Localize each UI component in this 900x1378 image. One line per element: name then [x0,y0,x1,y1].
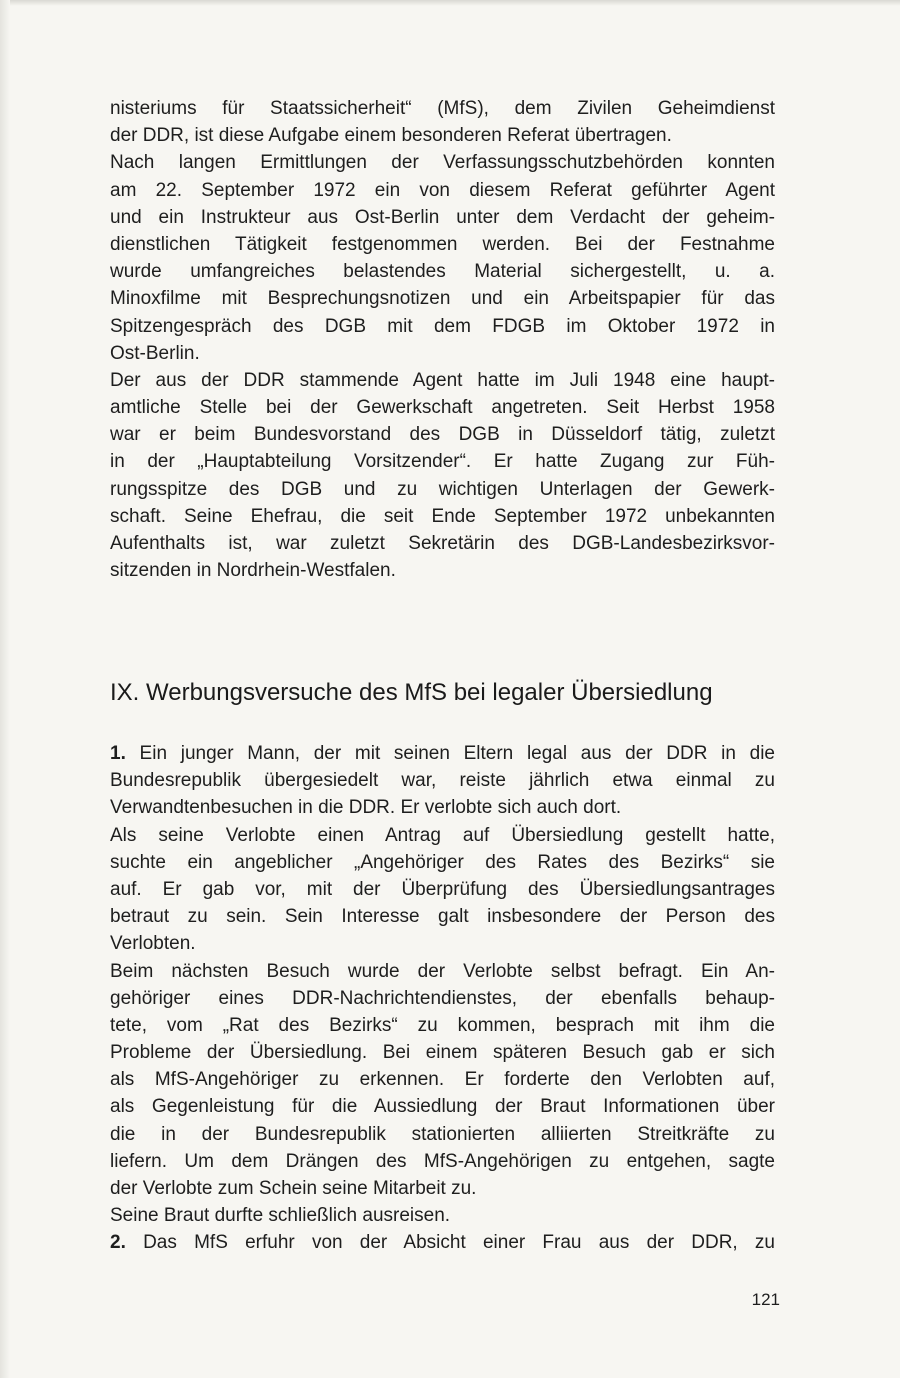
text-line: der Verlobte zum Schein seine Mitarbeit zu. [110,1178,477,1199]
text-line-rest: Das MfS erfuhr von der Absicht einer Frau aus der DDR, zu [125,1232,775,1254]
paragraph-block-1 [110,95,775,584]
text-line: sitzenden in Nordrhein-Westfalen. [110,560,396,582]
paragraph-block-2 [110,740,775,1257]
page-number: 121 [751,1290,780,1309]
text-line: Beim nächsten Besuch wurde der Verlobte selbst befragt. Ein An- [110,960,775,982]
text-line: rungsspitze des DGB und zu wichtigen Unterlagen der Gewerk- [110,478,775,500]
item-number: 1. [110,743,126,764]
page-edge-top [0,0,900,6]
text-line [110,740,775,767]
text-line: am 22. September 1972 ein von diesem Referat geführter Agent [110,179,775,201]
text-line: Verlobten. [110,933,196,955]
text-line: tete, vom „Rat des Bezirks“ zu kommen, besprach mit ihm die [110,1014,775,1036]
text-line: war er beim Bundesvorstand des DGB in Düsseldorf tätig, zuletzt [110,424,775,446]
text-line: Spitzengespräch des DGB mit dem FDGB im Oktober 1972 in [110,315,775,337]
text-line: Seine Braut durfte schließlich ausreisen. [110,1205,451,1227]
text-line: Minoxfilme mit Besprechungsnotizen und ein Arbeitspapier für das [110,288,775,310]
text-line: der DDR, ist diese Aufgabe einem besonderen Referat übertragen. [110,125,672,147]
text-line: Bundesrepublik übergesiedelt war, reiste jährlich etwa einmal zu [110,770,775,792]
text-line: gehöriger eines DDR-Nachrichtendienstes, der ebenfalls behaup- [110,987,775,1009]
text-line: Nach langen Ermittlungen der Verfassungsschutzbehörden konnten [110,152,775,174]
text-line: als MfS-Angehöriger zu erkennen. Er forderte den Verlobten auf, [110,1069,775,1091]
text-line: schaft. Seine Ehefrau, die seit Ende September 1972 unbekannten [110,505,775,527]
text-line: Verwandtenbesuchen in die DDR. Er verlobte sich auch dort. [110,797,622,819]
text-line: Ost-Berlin. [110,342,200,364]
text-line [110,1229,775,1256]
text-line: Aufenthalts ist, war zuletzt Sekretärin des DGB-Landesbezirksvor- [110,533,775,554]
text-line: wurde umfangreiches belastendes Material sichergestellt, u. a. [110,261,775,283]
text-line: amtliche Stelle bei der Gewerkschaft angetreten. Seit Herbst 1958 [110,397,775,419]
text-line: Als seine Verlobte einen Antrag auf Übersiedlung gestellt hatte, [110,824,775,846]
text-line: liefern. Um dem Drängen des MfS-Angehörigen zu entgehen, sagte [110,1150,775,1172]
text-line-rest: Ein junger Mann, der mit seinen Eltern legal aus der DDR in die [125,743,775,764]
section-heading: IX. Werbungsversuche des MfS bei legaler Übersiedlung [110,679,713,706]
text-line: dienstlichen Tätigkeit festgenommen werden. Bei der Festnahme [110,233,775,255]
text-line: suchte ein angeblicher „Angehöriger des Rates des Bezirks“ sie [110,851,775,873]
text-line: als Gegenleistung für die Aussiedlung der Braut Informationen über [110,1096,775,1118]
text-line: betraut zu sein. Sein Interesse galt insbesondere der Person des [110,906,775,928]
text-line: Der aus der DDR stammende Agent hatte im Juli 1948 eine haupt- [110,369,775,391]
text-line: und ein Instrukteur aus Ost-Berlin unter dem Verdacht der geheim- [110,206,775,228]
text-line: nisteriums für Staatssicherheit“ (MfS), dem Zivilen Geheimdienst [110,98,775,119]
text-line: auf. Er gab vor, mit der Überprüfung des Übersiedlungsantrages [110,878,775,900]
item-number: 2. [110,1232,126,1254]
text-line: in der „Hauptabteilung Vorsitzender“. Er hatte Zugang zur Füh- [110,451,775,473]
text-line: die in der Bundesrepublik stationierten alliierten Streitkräfte zu [110,1123,775,1145]
text-line: Probleme der Übersiedlung. Bei einem späteren Besuch gab er sich [110,1042,775,1064]
page-edge-left [0,0,10,1378]
